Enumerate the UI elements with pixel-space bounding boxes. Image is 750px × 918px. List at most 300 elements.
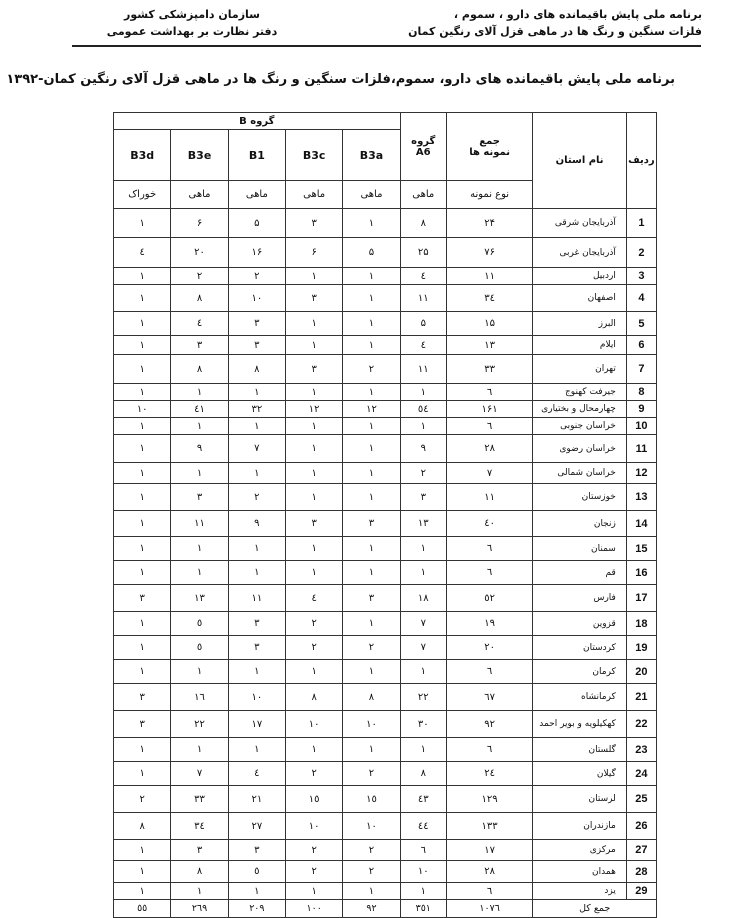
row-number: 20 xyxy=(626,660,656,684)
province-cell: لرستان xyxy=(533,786,627,813)
table-row xyxy=(114,636,657,660)
total-b3d-cell: ٥٥ xyxy=(114,900,171,918)
b3c-cell: ۳ xyxy=(286,511,343,537)
a6-cell: ۱ xyxy=(400,418,446,435)
row-number: 18 xyxy=(626,612,656,636)
b1-cell: ۳۲ xyxy=(228,401,285,418)
b3d-cell: ۱ xyxy=(114,355,171,384)
b1-cell: ٤ xyxy=(228,762,285,786)
row-number: 4 xyxy=(626,285,656,312)
b3c-cell: ۸ xyxy=(286,684,343,711)
province-cell: قزوین xyxy=(533,612,627,636)
b3d-cell: ۱ xyxy=(114,561,171,585)
row-number: 6 xyxy=(626,336,656,355)
province-cell: مازندران xyxy=(533,813,627,840)
province-cell: گلستان xyxy=(533,738,627,762)
b1-cell: ۱۰ xyxy=(228,684,285,711)
b1-cell: ۱ xyxy=(228,660,285,684)
a6-cell: ۱ xyxy=(400,561,446,585)
total-label: جمع کل xyxy=(533,900,657,918)
total-cell: ۱۹ xyxy=(446,612,532,636)
b3d-cell: ۱ xyxy=(114,762,171,786)
b3d-cell: ۱ xyxy=(114,435,171,463)
total-cell: ٥۲ xyxy=(446,585,532,612)
b3a-cell: ۵ xyxy=(343,238,400,268)
row-number: 25 xyxy=(626,786,656,813)
province-cell: آذربایجان شرقی xyxy=(533,209,627,238)
total-cell: ٦۷ xyxy=(446,684,532,711)
b3e-cell: ۳۳ xyxy=(171,786,228,813)
table-row xyxy=(114,585,657,612)
table-row xyxy=(114,511,657,537)
a6-cell: ۱ xyxy=(400,883,446,900)
b3c-cell: ۱٥ xyxy=(286,786,343,813)
row-number: 11 xyxy=(626,435,656,463)
header-left-line1: سازمان دامپزشکی کشور xyxy=(124,8,260,21)
b1-cell: ۱۶ xyxy=(228,238,285,268)
header-left-line2: دفتر نظارت بر بهداشت عمومی xyxy=(106,25,278,38)
b3d-cell: ۱ xyxy=(114,336,171,355)
total-cell: ۲۸ xyxy=(446,435,532,463)
col-header-b3a: B3a xyxy=(343,130,400,181)
table-row xyxy=(114,786,657,813)
row-number: 14 xyxy=(626,511,656,537)
col-header-a6-line1: گروه xyxy=(411,135,436,147)
b1-cell: ۲ xyxy=(228,484,285,511)
b3e-cell: ٤۱ xyxy=(171,401,228,418)
b3c-cell: ۱ xyxy=(286,268,343,285)
b3c-cell: ۲ xyxy=(286,861,343,883)
table-row xyxy=(114,840,657,861)
b3d-cell: ۱ xyxy=(114,484,171,511)
table-row xyxy=(114,336,657,355)
total-cell: ۷۶ xyxy=(446,238,532,268)
province-cell: همدان xyxy=(533,861,627,883)
col-header-total-line2: نمونه ها xyxy=(469,146,510,158)
b3c-cell: ۱۲ xyxy=(286,401,343,418)
a6-cell: ۱۳ xyxy=(400,511,446,537)
row-number: 23 xyxy=(626,738,656,762)
total-cell: ۳٤ xyxy=(446,285,532,312)
b3d-cell: ۱ xyxy=(114,861,171,883)
row-number: 17 xyxy=(626,585,656,612)
b3a-cell: ۱ xyxy=(343,484,400,511)
total-cell: ٦ xyxy=(446,738,532,762)
province-cell: مرکزی xyxy=(533,840,627,861)
col-header-total xyxy=(446,113,532,181)
b3a-cell: ۱ xyxy=(343,384,400,401)
b3d-cell: ۱ xyxy=(114,738,171,762)
row-number: 19 xyxy=(626,636,656,660)
b3c-cell: ۱ xyxy=(286,435,343,463)
b3c-cell: ۱۰ xyxy=(286,711,343,738)
col-header-a6 xyxy=(400,113,446,181)
b3a-cell: ۱٥ xyxy=(343,786,400,813)
table-row xyxy=(114,355,657,384)
row-number: 24 xyxy=(626,762,656,786)
b3e-cell: ۳ xyxy=(171,336,228,355)
b3a-cell: ۱ xyxy=(343,537,400,561)
b3d-cell: ۱ xyxy=(114,660,171,684)
a6-cell: ٤۳ xyxy=(400,786,446,813)
b3c-cell: ۱ xyxy=(286,418,343,435)
sample-type-label: نوع نمونه xyxy=(446,181,532,209)
a6-cell: ۱۱ xyxy=(400,355,446,384)
a6-cell: ٥٤ xyxy=(400,401,446,418)
b3d-cell: ۳ xyxy=(114,585,171,612)
b3a-cell: ۱ xyxy=(343,268,400,285)
row-number: 2 xyxy=(626,238,656,268)
a6-cell: ۱ xyxy=(400,738,446,762)
a6-cell: ٦ xyxy=(400,840,446,861)
col-header-b1: B1 xyxy=(228,130,285,181)
b3a-cell: ۳ xyxy=(343,511,400,537)
b3e-cell: ۸ xyxy=(171,355,228,384)
a6-cell: ۸ xyxy=(400,762,446,786)
a6-cell: ۱ xyxy=(400,384,446,401)
b3a-cell: ۳ xyxy=(343,585,400,612)
b3d-cell: ۳ xyxy=(114,711,171,738)
table-row xyxy=(114,435,657,463)
table-row xyxy=(114,312,657,336)
b3c-cell: ٤ xyxy=(286,585,343,612)
b3e-cell: ٤ xyxy=(171,312,228,336)
a6-cell: ٤٤ xyxy=(400,813,446,840)
a6-cell: ۱۰ xyxy=(400,861,446,883)
b3c-cell: ۲ xyxy=(286,612,343,636)
b3c-cell: ۱ xyxy=(286,312,343,336)
table-row xyxy=(114,660,657,684)
b3a-cell: ۱ xyxy=(343,418,400,435)
total-cell: ۱۲۹ xyxy=(446,786,532,813)
b3d-cell: ۱ xyxy=(114,511,171,537)
b3a-cell: ۲ xyxy=(343,840,400,861)
b3a-cell: ۱ xyxy=(343,312,400,336)
province-cell: فارس xyxy=(533,585,627,612)
table-row xyxy=(114,238,657,268)
page-title: برنامه ملی پایش باقیمانده های دارو، سموم،فلزات سنگین و رنگ ها در ماهی قزل آلای رنگین کمان-۱۳۹۲ xyxy=(6,72,675,87)
col-header-b3d: B3d xyxy=(114,130,171,181)
b3e-cell: ۳ xyxy=(171,484,228,511)
b3d-cell: ۱ xyxy=(114,883,171,900)
header-program-title xyxy=(372,6,702,40)
table-row xyxy=(114,861,657,883)
b3d-cell: ۱ xyxy=(114,636,171,660)
a6-cell: ۲۲ xyxy=(400,684,446,711)
b1-cell: ۱ xyxy=(228,463,285,484)
b3e-cell: ۱۱ xyxy=(171,511,228,537)
total-cell: ۲٤ xyxy=(446,762,532,786)
col-header-a6-line2: A6 xyxy=(415,146,431,158)
b3c-cell: ۳ xyxy=(286,209,343,238)
b3d-cell: ۱ xyxy=(114,384,171,401)
b3a-cell: ۱ xyxy=(343,561,400,585)
row-number: 5 xyxy=(626,312,656,336)
total-cell: ۱۱ xyxy=(446,268,532,285)
col-header-radif: ردیف xyxy=(626,113,656,209)
b3e-cell: ٥ xyxy=(171,636,228,660)
total-b3a-cell: ۹۲ xyxy=(343,900,400,918)
b3d-cell: ۲ xyxy=(114,786,171,813)
row-number: 16 xyxy=(626,561,656,585)
province-cell: تهران xyxy=(533,355,627,384)
row-number: 27 xyxy=(626,840,656,861)
col-header-b3c: B3c xyxy=(286,130,343,181)
a6-cell: ۳ xyxy=(400,484,446,511)
b3d-cell: ۱۰ xyxy=(114,401,171,418)
total-row xyxy=(114,900,657,918)
province-cell: البرز xyxy=(533,312,627,336)
header-right-line2: فلزات سنگین و رنگ ها در ماهی قزل آلای رنگین کمان xyxy=(408,25,702,38)
table-row xyxy=(114,813,657,840)
row-number: 29 xyxy=(626,883,656,900)
province-cell: اردبیل xyxy=(533,268,627,285)
b3e-cell: ۸ xyxy=(171,861,228,883)
table-row xyxy=(114,738,657,762)
b3a-cell: ۱ xyxy=(343,336,400,355)
a6-cell: ۳۰ xyxy=(400,711,446,738)
a6-cell: ۱ xyxy=(400,537,446,561)
header-organization xyxy=(92,6,292,40)
total-total-cell: ۱۰۷٦ xyxy=(446,900,532,918)
total-cell: ۱۵ xyxy=(446,312,532,336)
b3e-cell: ۶ xyxy=(171,209,228,238)
b1-cell: ۷ xyxy=(228,435,285,463)
b3d-cell: ۱ xyxy=(114,285,171,312)
province-cell: آذربایجان غربی xyxy=(533,238,627,268)
table-body xyxy=(114,209,657,918)
a6-cell: ۱ xyxy=(400,660,446,684)
b1-cell: ۵ xyxy=(228,209,285,238)
b3e-cell: ۱ xyxy=(171,883,228,900)
b3a-cell: ۱۲ xyxy=(343,401,400,418)
b3c-cell: ۱ xyxy=(286,660,343,684)
b3d-cell: ۱ xyxy=(114,209,171,238)
sample-type-b1: ماهی xyxy=(228,181,285,209)
province-cell: قم xyxy=(533,561,627,585)
b3c-cell: ۲ xyxy=(286,840,343,861)
b3a-cell: ۱ xyxy=(343,883,400,900)
b3c-cell: ۱ xyxy=(286,561,343,585)
b3d-cell: ۱ xyxy=(114,537,171,561)
b3a-cell: ۱ xyxy=(343,209,400,238)
a6-cell: ٤ xyxy=(400,336,446,355)
sample-type-b3d: خوراک xyxy=(114,181,171,209)
b1-cell: ۱ xyxy=(228,738,285,762)
b3a-cell: ۲ xyxy=(343,636,400,660)
row-number: 3 xyxy=(626,268,656,285)
row-number: 9 xyxy=(626,401,656,418)
b3e-cell: ۱ xyxy=(171,418,228,435)
b3d-cell: ۱ xyxy=(114,418,171,435)
table-row xyxy=(114,209,657,238)
b1-cell: ۱۰ xyxy=(228,285,285,312)
b3a-cell: ۱ xyxy=(343,435,400,463)
b3c-cell: ۱۰ xyxy=(286,813,343,840)
b1-cell: ۱۱ xyxy=(228,585,285,612)
header-right-line1: برنامه ملی پایش باقیمانده های دارو ، سموم ، xyxy=(453,8,702,21)
row-number: 22 xyxy=(626,711,656,738)
b3a-cell: ۱ xyxy=(343,738,400,762)
b3a-cell: ۲ xyxy=(343,355,400,384)
a6-cell: ۷ xyxy=(400,612,446,636)
province-cell: کهکیلویه و بویر احمد xyxy=(533,711,627,738)
sample-type-b3e: ماهی xyxy=(171,181,228,209)
b3d-cell: ۱ xyxy=(114,612,171,636)
group-b-header: گروه B xyxy=(114,113,401,130)
row-number: 1 xyxy=(626,209,656,238)
sampling-table xyxy=(113,112,657,918)
table-row xyxy=(114,762,657,786)
b3c-cell: ۶ xyxy=(286,238,343,268)
b1-cell: ۸ xyxy=(228,355,285,384)
province-cell: خراسان رضوی xyxy=(533,435,627,463)
b3e-cell: ۱ xyxy=(171,660,228,684)
row-number: 7 xyxy=(626,355,656,384)
b3a-cell: ۱۰ xyxy=(343,711,400,738)
b1-cell: ۳ xyxy=(228,612,285,636)
b3e-cell: ۷ xyxy=(171,762,228,786)
table-row xyxy=(114,268,657,285)
province-cell: ایلام xyxy=(533,336,627,355)
b1-cell: ۹ xyxy=(228,511,285,537)
b3e-cell: ۱ xyxy=(171,384,228,401)
province-cell: یزد xyxy=(533,883,627,900)
total-cell: ۳۳ xyxy=(446,355,532,384)
total-cell: ۷ xyxy=(446,463,532,484)
row-number: 21 xyxy=(626,684,656,711)
province-cell: خراسان شمالی xyxy=(533,463,627,484)
sample-type-b3a: ماهی xyxy=(343,181,400,209)
province-cell: سمنان xyxy=(533,537,627,561)
total-cell: ۲۸ xyxy=(446,861,532,883)
b3e-cell: ۱ xyxy=(171,738,228,762)
b3e-cell: ۳٤ xyxy=(171,813,228,840)
b3d-cell: ۱ xyxy=(114,268,171,285)
total-cell: ۱۷ xyxy=(446,840,532,861)
table-row xyxy=(114,463,657,484)
row-number: 26 xyxy=(626,813,656,840)
province-cell: اصفهان xyxy=(533,285,627,312)
b3e-cell: ۸ xyxy=(171,285,228,312)
total-a6-cell: ۳٥۱ xyxy=(400,900,446,918)
a6-cell: ۸ xyxy=(400,209,446,238)
province-cell: خراسان جنوبی xyxy=(533,418,627,435)
a6-cell: ۷ xyxy=(400,636,446,660)
b1-cell: ۳ xyxy=(228,312,285,336)
total-cell: ٦ xyxy=(446,384,532,401)
table-row xyxy=(114,401,657,418)
b3c-cell: ۳ xyxy=(286,355,343,384)
b3c-cell: ۱ xyxy=(286,883,343,900)
a6-cell: ۱۱ xyxy=(400,285,446,312)
b3e-cell: ۲ xyxy=(171,268,228,285)
b3d-cell: ۱ xyxy=(114,463,171,484)
province-cell: کرمان xyxy=(533,660,627,684)
b3e-cell: ٥ xyxy=(171,612,228,636)
total-cell: ۱۱ xyxy=(446,484,532,511)
table-row xyxy=(114,883,657,900)
table-row xyxy=(114,285,657,312)
province-cell: زنجان xyxy=(533,511,627,537)
b3a-cell: ۱ xyxy=(343,285,400,312)
b3c-cell: ۳ xyxy=(286,285,343,312)
b3e-cell: ۱ xyxy=(171,463,228,484)
province-cell: چهارمحال و بختیاری xyxy=(533,401,627,418)
row-number: 28 xyxy=(626,861,656,883)
b1-cell: ۱ xyxy=(228,384,285,401)
table-row xyxy=(114,711,657,738)
table-row xyxy=(114,537,657,561)
b3e-cell: ۱ xyxy=(171,537,228,561)
col-header-b3e: B3e xyxy=(171,130,228,181)
b3c-cell: ۱ xyxy=(286,463,343,484)
table-row xyxy=(114,384,657,401)
b3c-cell: ۱ xyxy=(286,484,343,511)
b1-cell: ۲۱ xyxy=(228,786,285,813)
b3a-cell: ۸ xyxy=(343,684,400,711)
header-divider xyxy=(72,45,701,47)
row-number: 12 xyxy=(626,463,656,484)
b1-cell: ۲ xyxy=(228,268,285,285)
total-cell: ٦ xyxy=(446,561,532,585)
b3e-cell: ۱ xyxy=(171,561,228,585)
b3d-cell: ۳ xyxy=(114,684,171,711)
a6-cell: ٤ xyxy=(400,268,446,285)
b3d-cell: ۱ xyxy=(114,312,171,336)
sample-type-a6: ماهی xyxy=(400,181,446,209)
b3e-cell: ۹ xyxy=(171,435,228,463)
b3a-cell: ۱ xyxy=(343,463,400,484)
b1-cell: ۱ xyxy=(228,561,285,585)
b3e-cell: ۳ xyxy=(171,840,228,861)
b3c-cell: ۲ xyxy=(286,636,343,660)
b3c-cell: ۱ xyxy=(286,336,343,355)
total-cell: ٦ xyxy=(446,660,532,684)
row-number: 15 xyxy=(626,537,656,561)
b1-cell: ۱۷ xyxy=(228,711,285,738)
sample-type-b3c: ماهی xyxy=(286,181,343,209)
province-cell: گیلان xyxy=(533,762,627,786)
col-header-total-line1: جمع xyxy=(479,135,500,147)
province-cell: جیرفت کهنوج xyxy=(533,384,627,401)
b3a-cell: ۲ xyxy=(343,762,400,786)
total-cell: ۲۴ xyxy=(446,209,532,238)
b3e-cell: ۱۳ xyxy=(171,585,228,612)
total-b3e-cell: ۲٦۹ xyxy=(171,900,228,918)
total-cell: ۱۶۱ xyxy=(446,401,532,418)
b3a-cell: ۲ xyxy=(343,861,400,883)
b3d-cell: ٤ xyxy=(114,238,171,268)
total-cell: ۱۳ xyxy=(446,336,532,355)
b1-cell: ۳ xyxy=(228,336,285,355)
table-row xyxy=(114,484,657,511)
total-cell: ٤۰ xyxy=(446,511,532,537)
province-cell: کرمانشاه xyxy=(533,684,627,711)
b1-cell: ۲۷ xyxy=(228,813,285,840)
a6-cell: ۵ xyxy=(400,312,446,336)
table-row xyxy=(114,418,657,435)
b1-cell: ۱ xyxy=(228,418,285,435)
total-cell: ۱۳۳ xyxy=(446,813,532,840)
b1-cell: ۳ xyxy=(228,840,285,861)
b3d-cell: ۱ xyxy=(114,840,171,861)
row-number: 10 xyxy=(626,418,656,435)
b3c-cell: ۲ xyxy=(286,762,343,786)
b3e-cell: ۲۲ xyxy=(171,711,228,738)
a6-cell: ۱۸ xyxy=(400,585,446,612)
b3a-cell: ۱ xyxy=(343,660,400,684)
